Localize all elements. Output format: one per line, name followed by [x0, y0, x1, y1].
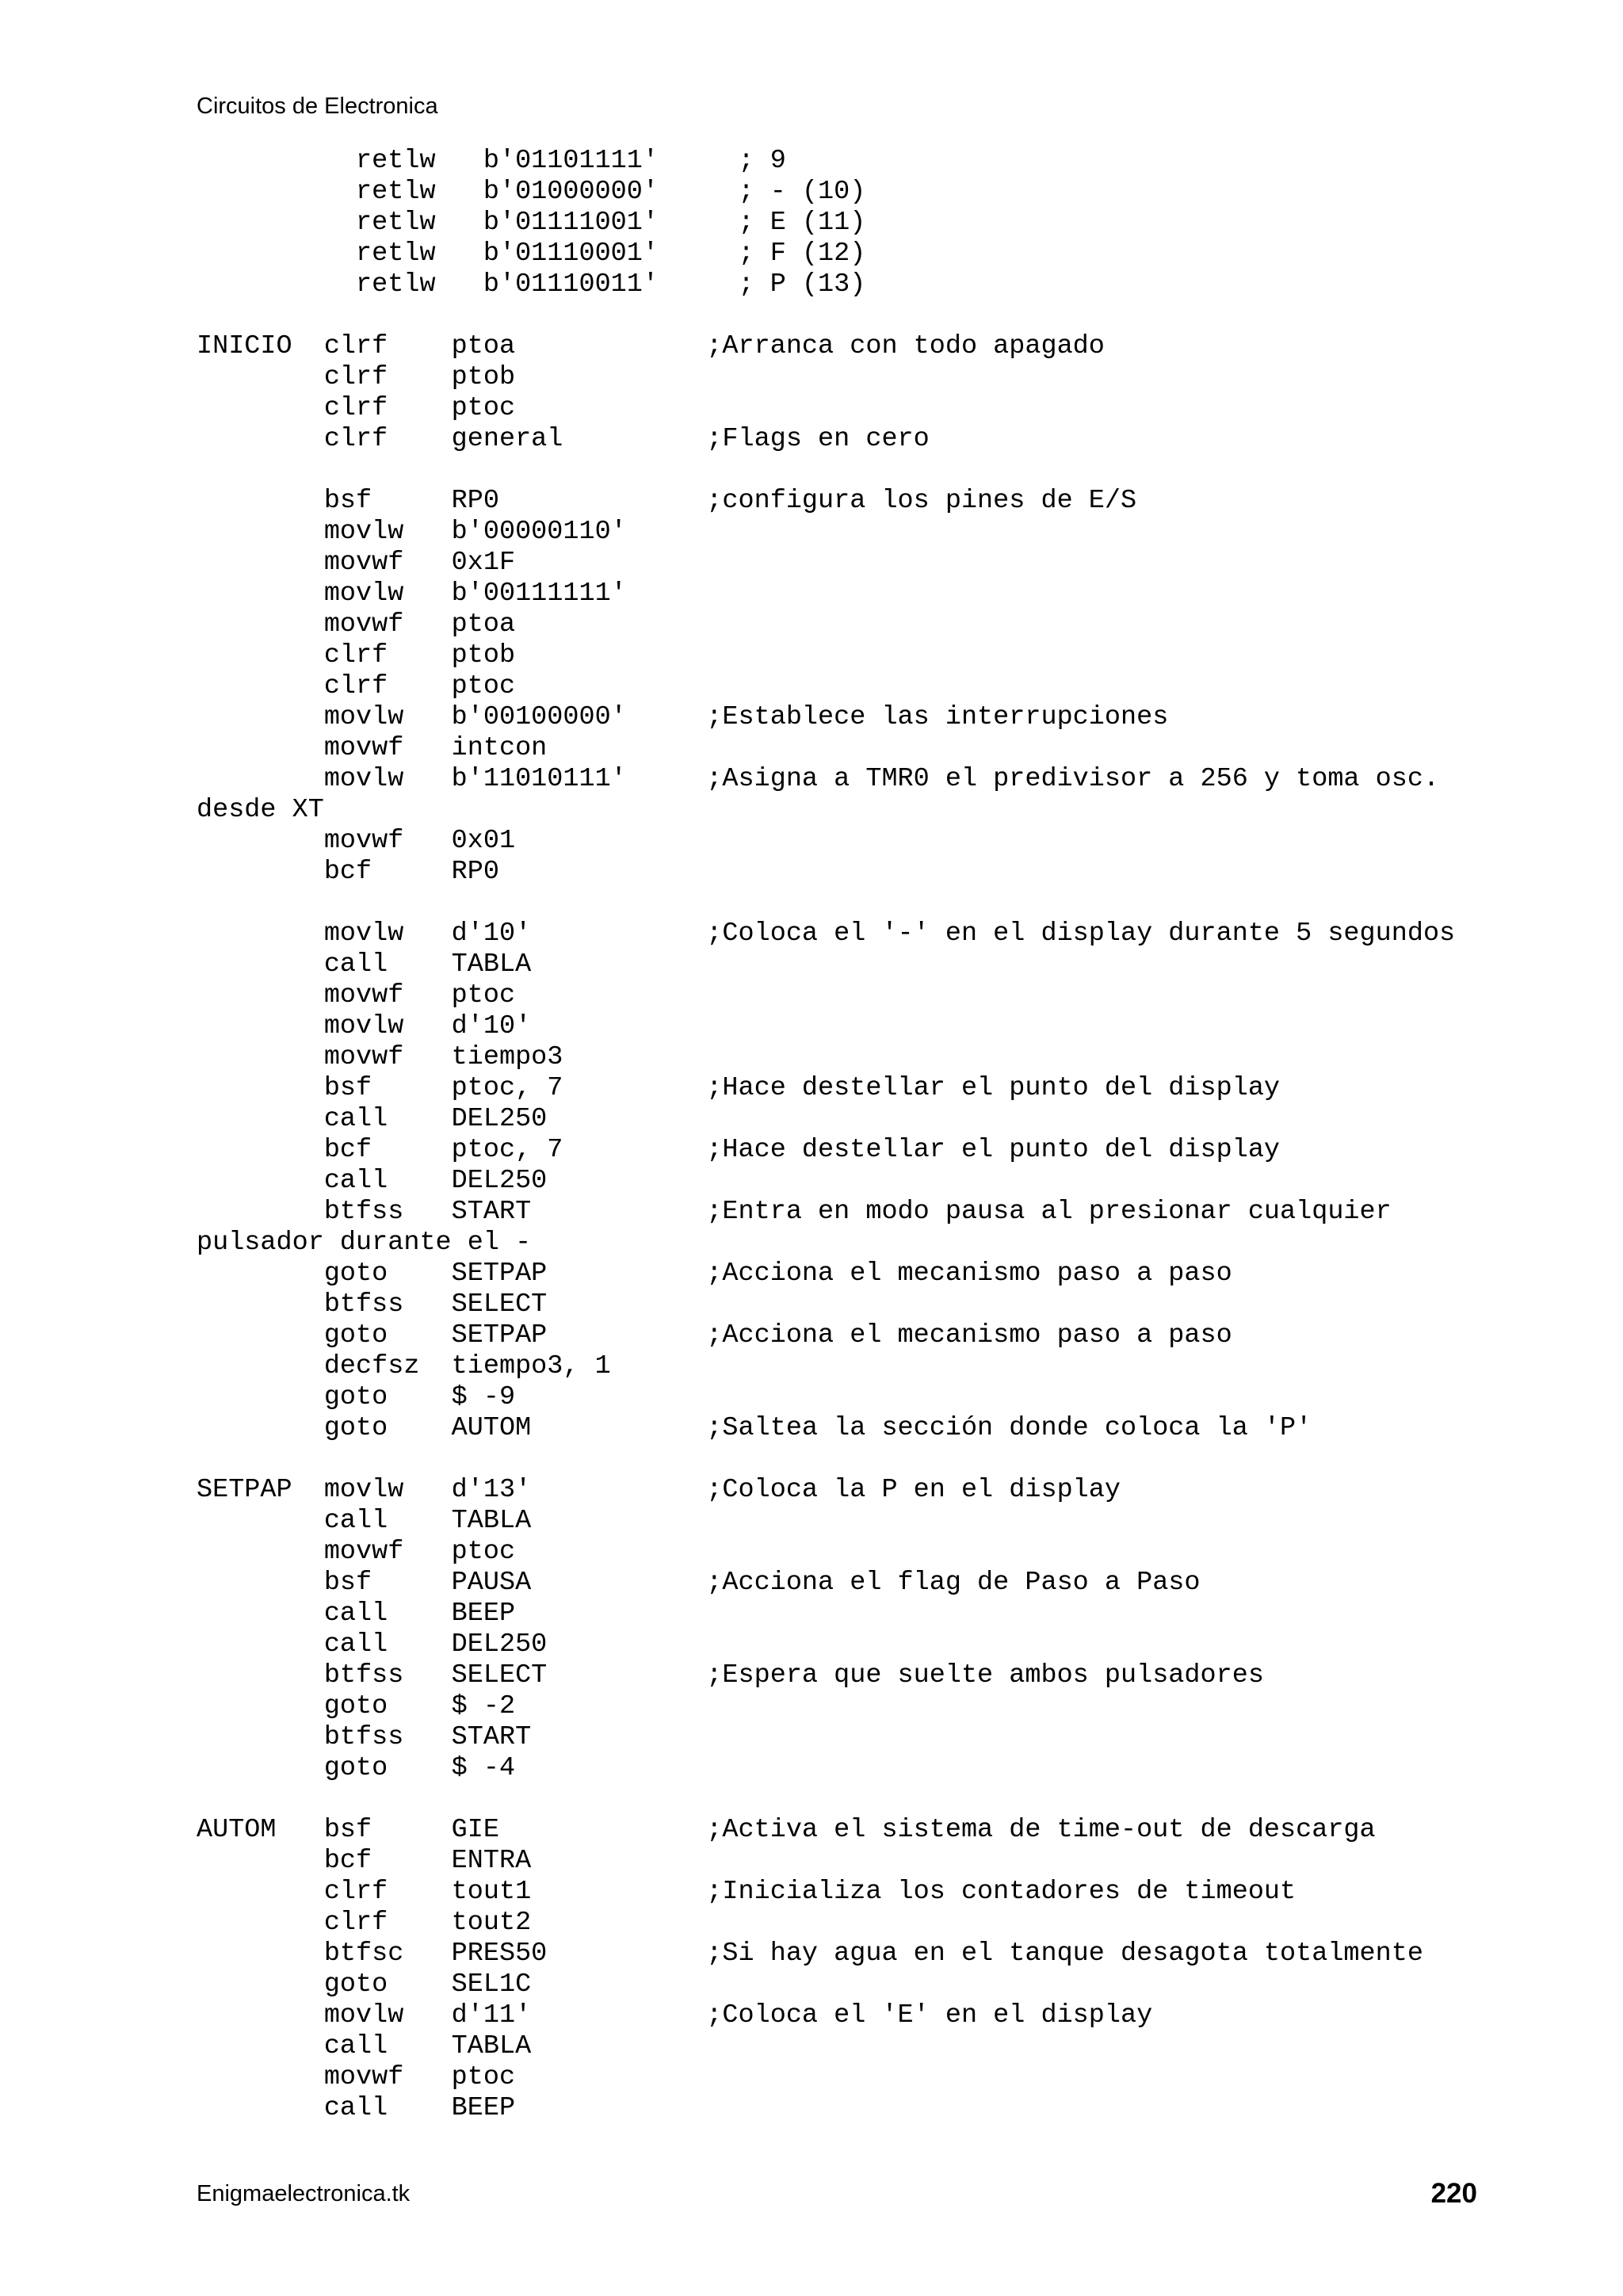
- code-line: call TABLA: [197, 1506, 532, 1536]
- code-line: clrf general ;Flags en cero: [197, 424, 930, 454]
- code-line: btfss SELECT ;Espera que suelte ambos pulsadores: [197, 1660, 1264, 1690]
- code-line: bcf ptoc, 7 ;Hace destellar el punto del display: [197, 1135, 1281, 1165]
- code-line: [197, 1784, 1455, 1815]
- code-line: bsf ptoc, 7 ;Hace destellar el punto del display: [197, 1073, 1281, 1103]
- code-line: movlw d'10' ;Coloca el '-' en el display durante 5 segundos: [197, 919, 1456, 949]
- code-line: call DEL250: [197, 1104, 548, 1134]
- code-line: call BEEP: [197, 1599, 516, 1629]
- code-line: call TABLA: [197, 949, 532, 980]
- code-line: btfss START: [197, 1722, 532, 1752]
- code-line: goto $ -2: [197, 1691, 516, 1721]
- code-line: bcf ENTRA: [197, 1846, 532, 1876]
- code-line: [197, 455, 1455, 486]
- code-line: retlw b'01000000' ; - (10): [197, 177, 866, 207]
- code-line: clrf ptoc: [197, 671, 516, 701]
- code-line: goto $ -9: [197, 1382, 516, 1412]
- code-line: [197, 1444, 1455, 1475]
- code-line: goto $ -4: [197, 1753, 516, 1783]
- code-line: movlw b'00111111': [197, 579, 627, 609]
- code-line: movlw b'00000110': [197, 517, 627, 547]
- code-line: retlw b'01110001' ; F (12): [197, 239, 866, 269]
- assembly-code-listing: [197, 146, 1455, 2124]
- code-line: AUTOM bsf GIE ;Activa el sistema de time-out de descarga: [197, 1815, 1376, 1845]
- code-line: bcf RP0: [197, 857, 499, 887]
- code-line: movlw d'11' ;Coloca el 'E' en el display: [197, 2000, 1153, 2030]
- code-line: goto SETPAP ;Acciona el mecanismo paso a paso: [197, 1259, 1232, 1289]
- code-line: retlw b'01111001' ; E (11): [197, 208, 866, 238]
- code-line: movwf intcon: [197, 733, 548, 763]
- code-line: desde XT: [197, 795, 324, 825]
- code-line: retlw b'01101111' ; 9: [197, 146, 786, 176]
- code-line: movwf ptoc: [197, 1537, 516, 1567]
- code-line: clrf ptob: [197, 640, 516, 670]
- code-line: decfsz tiempo3, 1: [197, 1351, 611, 1381]
- code-line: goto AUTOM ;Saltea la sección donde coloca la 'P': [197, 1413, 1312, 1443]
- code-line: movwf ptoa: [197, 609, 516, 640]
- code-line: movwf 0x1F: [197, 548, 516, 578]
- code-line: [197, 888, 1455, 919]
- code-line: INICIO clrf ptoa ;Arranca con todo apagado: [197, 331, 1105, 361]
- code-line: bsf PAUSA ;Acciona el flag de Paso a Paso: [197, 1568, 1201, 1598]
- code-line: SETPAP movlw d'13' ;Coloca la P en el display: [197, 1475, 1121, 1505]
- footer-site-name: Enigmaelectronica.tk: [197, 2181, 411, 2206]
- code-line: call DEL250: [197, 1166, 548, 1196]
- code-line: bsf RP0 ;configura los pines de E/S: [197, 486, 1137, 516]
- page-header-title: Circuitos de Electronica: [197, 94, 438, 119]
- code-line: movwf tiempo3: [197, 1042, 563, 1072]
- code-line: pulsador durante el -: [197, 1228, 532, 1258]
- code-line: [197, 300, 1455, 331]
- code-line: clrf ptoc: [197, 393, 516, 423]
- code-line: movwf ptoc: [197, 980, 516, 1010]
- code-line: movlw b'00100000' ;Establece las interrupciones: [197, 702, 1169, 732]
- code-line: call BEEP: [197, 2093, 516, 2123]
- code-line: call TABLA: [197, 2031, 532, 2061]
- code-line: btfsc PRES50 ;Si hay agua en el tanque desagota totalmente: [197, 1939, 1423, 1969]
- code-line: clrf tout2: [197, 1908, 532, 1938]
- code-line: clrf ptob: [197, 362, 516, 392]
- page-number: 220: [1430, 2178, 1477, 2209]
- code-line: clrf tout1 ;Inicializa los contadores de timeout: [197, 1877, 1296, 1907]
- code-line: movlw b'11010111' ;Asigna a TMR0 el predivisor a 256 y toma osc.: [197, 764, 1440, 794]
- code-line: goto SETPAP ;Acciona el mecanismo paso a paso: [197, 1320, 1232, 1350]
- code-line: btfss START ;Entra en modo pausa al presionar cualquier: [197, 1197, 1392, 1227]
- code-line: call DEL250: [197, 1629, 548, 1660]
- code-line: btfss SELECT: [197, 1289, 548, 1320]
- code-line: movwf ptoc: [197, 2062, 516, 2092]
- code-line: movlw d'10': [197, 1011, 532, 1041]
- code-line: retlw b'01110011' ; P (13): [197, 269, 866, 300]
- code-line: goto SEL1C: [197, 1969, 532, 2000]
- code-line: movwf 0x01: [197, 826, 516, 856]
